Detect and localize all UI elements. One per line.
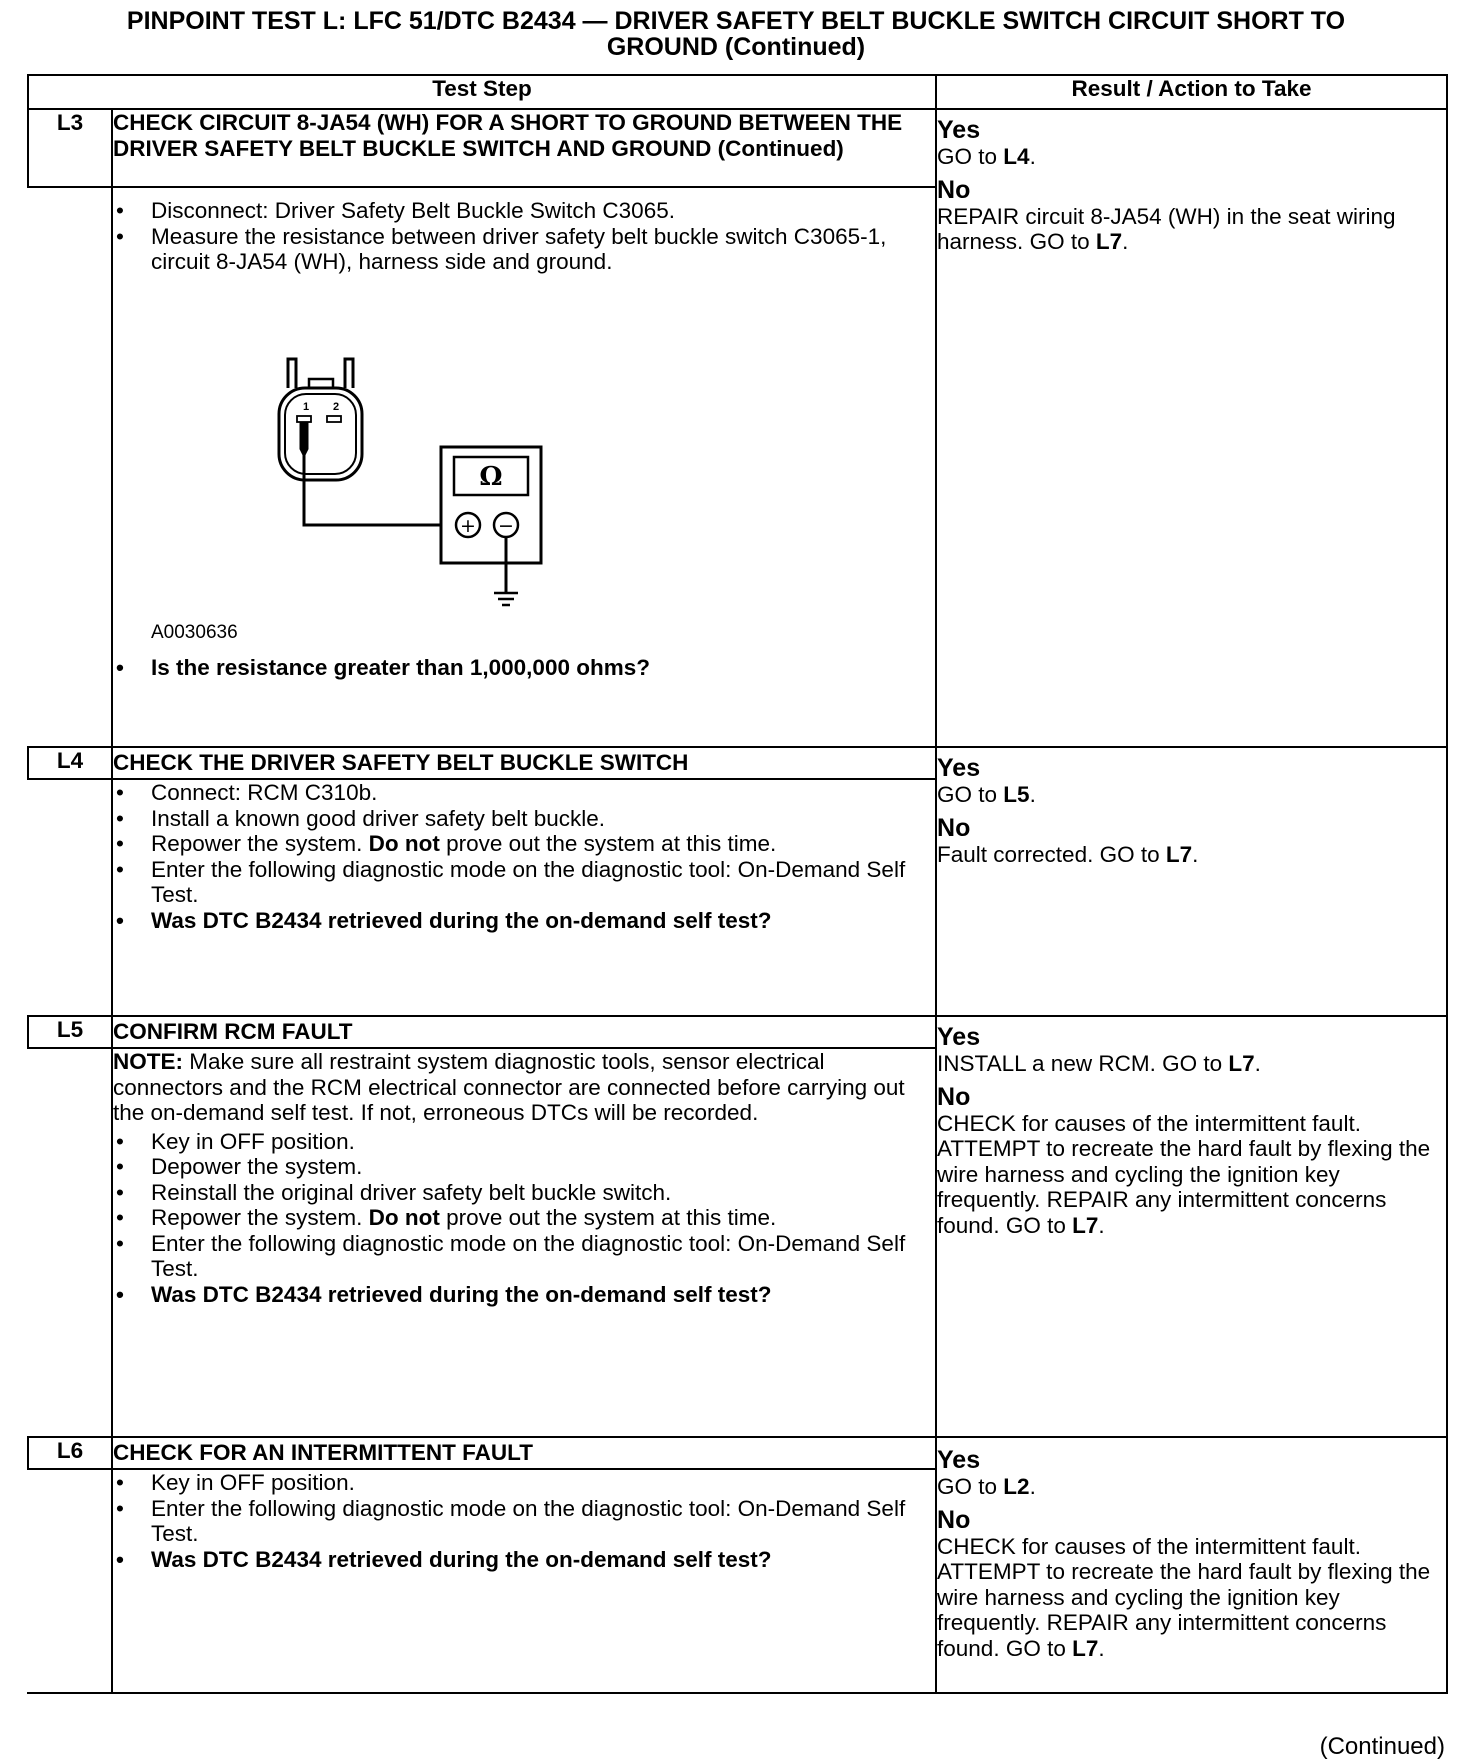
step-l4-bullet-4: • Enter the following diagnostic mode on the diagnostic tool: On-Demand Self Test. (113, 857, 935, 908)
step-l3-title-row (28, 109, 1447, 187)
result-l6-no-text: CHECK for causes of the intermittent fault. ATTEMPT to recreate the hard fault by flexing the wire harness and cycling the ignition key frequently. REPAIR any intermittent concerns found. GO to L7. (937, 1533, 1431, 1661)
page-title (0, 8, 1472, 60)
pinpoint-test-table (27, 74, 1448, 1694)
result-l6-yes-text: GO to L2. (937, 1474, 1036, 1499)
step-id-l5: L5 (28, 1016, 112, 1048)
step-title-l6: CHECK FOR AN INTERMITTENT FAULT (112, 1437, 936, 1469)
result-l4-no-label: No (937, 813, 971, 842)
header-result: Result / Action to Take (936, 75, 1447, 109)
result-l3-no-text: REPAIR circuit 8-JA54 (WH) in the seat wiring harness. GO to L7. (937, 203, 1396, 254)
step-id-l3-blank (28, 187, 112, 747)
result-l4-yes-label: Yes (937, 754, 981, 782)
step-l3-question: • Is the resistance greater than 1,000,000 ohms? (113, 655, 935, 681)
step-id-l3: L3 (28, 109, 112, 187)
step-l5-bullet-5: • Enter the following diagnostic mode on the diagnostic tool: On-Demand Self Test. (113, 1231, 935, 1282)
step-l3-bullet-2: • Measure the resistance between driver safety belt buckle switch C3065-1, circuit 8-JA54 (WH), harness side and ground. (113, 224, 935, 275)
result-l3-no-ref: L7 (1095, 229, 1123, 254)
result-l4 (936, 747, 1447, 1016)
ohm-symbol: Ω (479, 461, 503, 492)
result-l6-no-ref: L7 (1072, 1635, 1099, 1661)
result-l5-yes-ref: L7 (1228, 1051, 1255, 1076)
result-l5-yes-label: Yes (937, 1023, 981, 1051)
result-l3 (936, 109, 1447, 747)
note-label: NOTE: (113, 1049, 183, 1074)
step-l5-title-row (28, 1016, 1447, 1048)
step-title-l3: CHECK CIRCUIT 8-JA54 (WH) FOR A SHORT TO GROUND BETWEEN THE DRIVER SAFETY BELT BUCKLE SWITCH AND GROUND (Continued) (112, 109, 936, 187)
step-body-l4 (112, 779, 936, 1016)
pin-2-label: 2 (333, 400, 340, 413)
step-l6-question: • Was DTC B2434 retrieved during the on-demand self test? (113, 1547, 935, 1573)
result-l6 (936, 1437, 1447, 1693)
step-l4-bullet-1: • Connect: RCM C310b. (113, 780, 935, 806)
step-l5-note (113, 1049, 935, 1126)
step-body-l5 (112, 1048, 936, 1437)
step-id-l4-blank (28, 779, 112, 1016)
result-l5-no-ref: L7 (1072, 1212, 1099, 1238)
step-title-l5: CONFIRM RCM FAULT (112, 1016, 936, 1048)
result-l5-no-text: CHECK for causes of the intermittent fault. ATTEMPT to recreate the hard fault by flexing the wire harness and cycling the ignition key frequently. REPAIR any intermittent concerns found. GO to L7. (937, 1110, 1431, 1238)
table-header-row (28, 75, 1447, 109)
step-l4-question: • Was DTC B2434 retrieved during the on-demand self test? (113, 908, 935, 934)
step-id-l6-blank (28, 1469, 112, 1693)
ohmmeter-diagram (113, 275, 935, 647)
title-line-1: PINPOINT TEST L: LFC 51/DTC B2434 — DRIVER SAFETY BELT BUCKLE SWITCH CIRCUIT SHORT TO (126, 7, 1346, 35)
continued-label: (Continued) (1319, 1733, 1445, 1760)
step-title-l4: CHECK THE DRIVER SAFETY BELT BUCKLE SWITCH (112, 747, 936, 779)
result-l6-no-label: No (937, 1505, 971, 1534)
step-l5-bullet-1: • Key in OFF position. (113, 1129, 935, 1155)
result-l4-yes-ref: L5 (1003, 782, 1030, 807)
step-l4-bullet-2: • Install a known good driver safety belt buckle. (113, 806, 935, 832)
title-line-2: GROUND (Continued) (606, 33, 866, 61)
plus-label: + (460, 514, 476, 537)
result-l5-no-label: No (937, 1082, 971, 1111)
header-test-step: Test Step (28, 75, 936, 109)
ground-symbol (494, 593, 518, 605)
result-l3-yes-ref: L4 (1003, 144, 1030, 169)
probe-tip (300, 423, 308, 457)
result-l5-yes-text: INSTALL a new RCM. GO to L7. (937, 1051, 1261, 1076)
step-l5-bullet-3: • Reinstall the original driver safety belt buckle switch. (113, 1180, 935, 1206)
pin-1-label: 1 (303, 400, 310, 413)
step-l6-bullet-1: • Key in OFF position. (113, 1470, 935, 1496)
result-l4-no-text: Fault corrected. GO to L7. (937, 841, 1199, 867)
figure-id: A0030636 (151, 621, 238, 643)
step-l5-bullet-2: • Depower the system. (113, 1154, 935, 1180)
step-id-l5-blank (28, 1048, 112, 1437)
connector-measurement-figure (113, 275, 917, 647)
step-l5-question: • Was DTC B2434 retrieved during the on-demand self test? (113, 1282, 935, 1308)
note-text: Make sure all restraint system diagnostic tools, sensor electrical connectors and the RCM electrical connector are connected before carrying out the on-demand self test. If not, erroneous DTCs will be recorded. (113, 1049, 905, 1125)
minus-label: − (498, 514, 514, 537)
step-l3-bullet-1: • Disconnect: Driver Safety Belt Buckle Switch C3065. (113, 198, 935, 224)
step-l6-bullet-2: • Enter the following diagnostic mode on the diagnostic tool: On-Demand Self Test. (113, 1496, 935, 1547)
step-l4-title-row (28, 747, 1447, 779)
result-l3-no-label: No (937, 175, 971, 204)
step-id-l6: L6 (28, 1437, 112, 1469)
step-body-l3 (112, 187, 936, 747)
result-l6-yes-label: Yes (937, 1446, 981, 1474)
step-l6-title-row (28, 1437, 1447, 1469)
result-l5 (936, 1016, 1447, 1437)
step-l4-bullet-3: • Repower the system. Do not prove out the system at this time. (113, 831, 935, 857)
result-l6-yes-ref: L2 (1003, 1474, 1030, 1499)
step-id-l4: L4 (28, 747, 112, 779)
step-l5-bullet-4: • Repower the system. Do not prove out the system at this time. (113, 1205, 935, 1231)
result-l3-yes-label: Yes (937, 116, 981, 144)
result-l3-yes-text: GO to L4. (937, 144, 1036, 169)
result-l4-yes-text: GO to L5. (937, 782, 1036, 807)
step-body-l6 (112, 1469, 936, 1693)
result-l4-no-ref: L7 (1165, 841, 1193, 867)
